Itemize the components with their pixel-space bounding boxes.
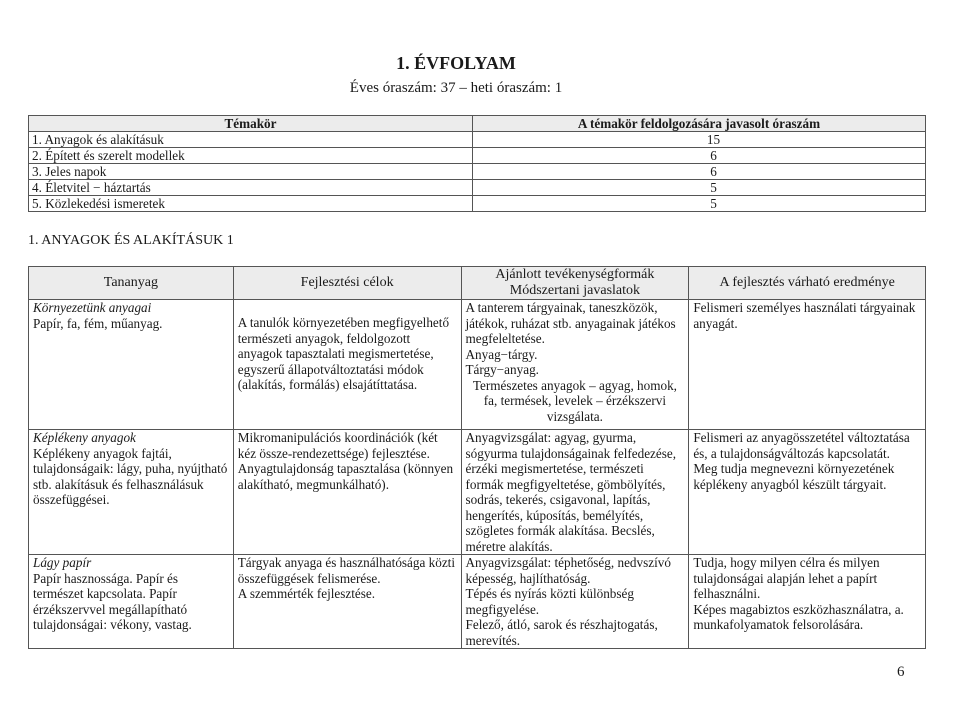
tananyag-cell bbox=[29, 430, 234, 555]
table-row bbox=[29, 132, 926, 148]
topic-cell: 3. Jeles napok bbox=[29, 164, 473, 180]
hours-cell: 15 bbox=[473, 132, 926, 148]
table-row bbox=[29, 148, 926, 164]
table-row bbox=[29, 555, 926, 649]
fejlesztesi-cel-cell bbox=[233, 300, 461, 430]
hours-cell: 6 bbox=[473, 164, 926, 180]
table-row bbox=[29, 430, 926, 555]
header-tevekenysegformak-line2: Módszertani javaslatok bbox=[509, 283, 641, 298]
tevekenyseg-cell bbox=[461, 300, 689, 430]
eredmeny-text-2: Meg tudja megnevezni környezetének képlékeny anyagból készült tárgyait. bbox=[693, 461, 895, 492]
fejlesztesi-cel-text: Tárgyak anyaga és használhatósága közti összefüggések felismerése. bbox=[237, 555, 456, 586]
tevekenyseg-center-text: Természetes anyagok – agyag, homok, fa, termések, levelek – érzékszervi vizsgálata. bbox=[472, 377, 677, 424]
header-fejlesztesi-celok: Fejlesztési célok bbox=[233, 267, 461, 300]
tananyag-text: Papír, fa, fém, műanyag. bbox=[33, 315, 163, 331]
topic-cell: 4. Életvitel − háztartás bbox=[29, 180, 473, 196]
table-row bbox=[29, 180, 926, 196]
eredmeny-cell bbox=[689, 430, 926, 555]
topic-cell: 2. Épített és szerelt modellek bbox=[29, 148, 473, 164]
table-row bbox=[29, 164, 926, 180]
header-tevekenysegformak bbox=[461, 267, 689, 300]
topics-header-topic: Témakör bbox=[29, 116, 473, 132]
eredmeny-cell bbox=[689, 300, 926, 430]
table-row bbox=[29, 300, 926, 430]
hours-cell: 5 bbox=[473, 196, 926, 212]
tevekenyseg-text: A tanterem tárgyainak, taneszközök, játékok, ruházat stb. anyagainak játékos megfeleltetése. bbox=[465, 300, 676, 346]
tananyag-title: Lágy papír bbox=[33, 555, 92, 570]
eredmeny-text: Felismeri az anyagösszetétel változtatása és, a tulajdonságváltozás kapcsolatát. bbox=[693, 430, 910, 461]
tananyag-text: Papír hasznossága. Papír és természet kapcsolata. Papír érzékszervvel megállapítható tulajdonságai: vékony, vastag. bbox=[33, 570, 192, 632]
topic-cell: 1. Anyagok és alakításuk bbox=[29, 132, 473, 148]
topics-header-row bbox=[29, 116, 926, 132]
fejlesztesi-cel-cell bbox=[233, 555, 461, 649]
table-row bbox=[29, 196, 926, 212]
tevekenyseg-text: Anyagvizsgálat: agyag, gyurma, sógyurma tulajdonságainak felfedezése, érzéki megismertetése, természeti formák megfigyeltetése, gömbölyítés, sodrás, tekerés, csigavonal, lapítás, hengerítés, kúposítás, bemélyítés, szögletes formák alakítása. Becslés, méretre alakítás. bbox=[465, 430, 677, 554]
eredmeny-text-2: Képes magabiztos eszközhasználatra, a. munkafolyamatok felsorolására. bbox=[693, 601, 904, 632]
tevekenyseg-line-b: Tárgy−anyag. bbox=[465, 362, 539, 377]
fejlesztesi-cel-text-2: A szemmérték fejlesztése. bbox=[237, 586, 376, 601]
fejlesztesi-cel-text: Mikromanipulációs koordinációk (két kéz össze-rendezettsége) fejlesztése. Anyagtulajdonság tapasztalása (könnyen alakítható, megmunkálható). bbox=[237, 430, 454, 492]
fejlesztesi-cel-cell bbox=[233, 430, 461, 555]
tevekenyseg-text-3: Felező, átló, sarok és részhajtogatás, merevítés. bbox=[465, 617, 658, 648]
tevekenyseg-line-a: Anyag−tárgy. bbox=[465, 346, 538, 362]
page-subtitle: Éves óraszám: 37 – heti óraszám: 1 bbox=[349, 80, 563, 96]
tananyag-title: Képlékeny anyagok bbox=[33, 430, 136, 445]
fejlesztesi-cel-text: A tanulók környezetében megfigyelhető természeti anyagok, feldolgozott anyagok tapasztalati megismertetése, egyszerű állapotváltoztatási módok (alakítás, formálás) elsajátíttatása. bbox=[237, 315, 450, 392]
header-tananyag: Tananyag bbox=[29, 267, 234, 300]
hours-cell: 5 bbox=[473, 180, 926, 196]
tananyag-cell bbox=[29, 300, 234, 430]
page-title: 1. ÉVFOLYAM bbox=[396, 53, 516, 73]
eredmeny-text: Tudja, hogy milyen célra és milyen tulajdonságai alapján lehet a papírt felhasználni. bbox=[693, 555, 880, 601]
tevekenyseg-text-2: Tépés és nyírás közti különbség megfigyelése. bbox=[465, 586, 634, 617]
content-table bbox=[28, 266, 926, 649]
tananyag-title: Környezetünk anyagai bbox=[33, 300, 152, 315]
tevekenyseg-cell bbox=[461, 430, 689, 555]
eredmeny-cell bbox=[689, 555, 926, 649]
header-eredmeny: A fejlesztés várható eredménye bbox=[689, 267, 926, 300]
tevekenyseg-text: Anyagvizsgálat: téphetőség, nedvszívó képesség, hajlíthatóság. bbox=[465, 555, 671, 586]
header-tevekenysegformak-line1: Ajánlott tevékenységformák bbox=[495, 267, 655, 282]
topic-cell: 5. Közlekedési ismeretek bbox=[29, 196, 473, 212]
hours-cell: 6 bbox=[473, 148, 926, 164]
content-header-row bbox=[29, 267, 926, 300]
tananyag-cell bbox=[29, 555, 234, 649]
topics-header-hours: A témakör feldolgozására javasolt óraszám bbox=[473, 116, 926, 132]
topics-table bbox=[28, 115, 926, 212]
tananyag-text: Képlékeny anyagok fajtái, tulajdonságaik: lágy, puha, nyújtható stb. alakításuk és felhasználásuk összefüggései. bbox=[33, 445, 228, 507]
eredmeny-text: Felismeri személyes használati tárgyainak anyagát. bbox=[693, 300, 916, 331]
tevekenyseg-cell bbox=[461, 555, 689, 649]
page-number: 6 bbox=[897, 664, 905, 680]
section-title: 1. ANYAGOK ÉS ALAKÍTÁSUK 1 bbox=[28, 233, 234, 248]
